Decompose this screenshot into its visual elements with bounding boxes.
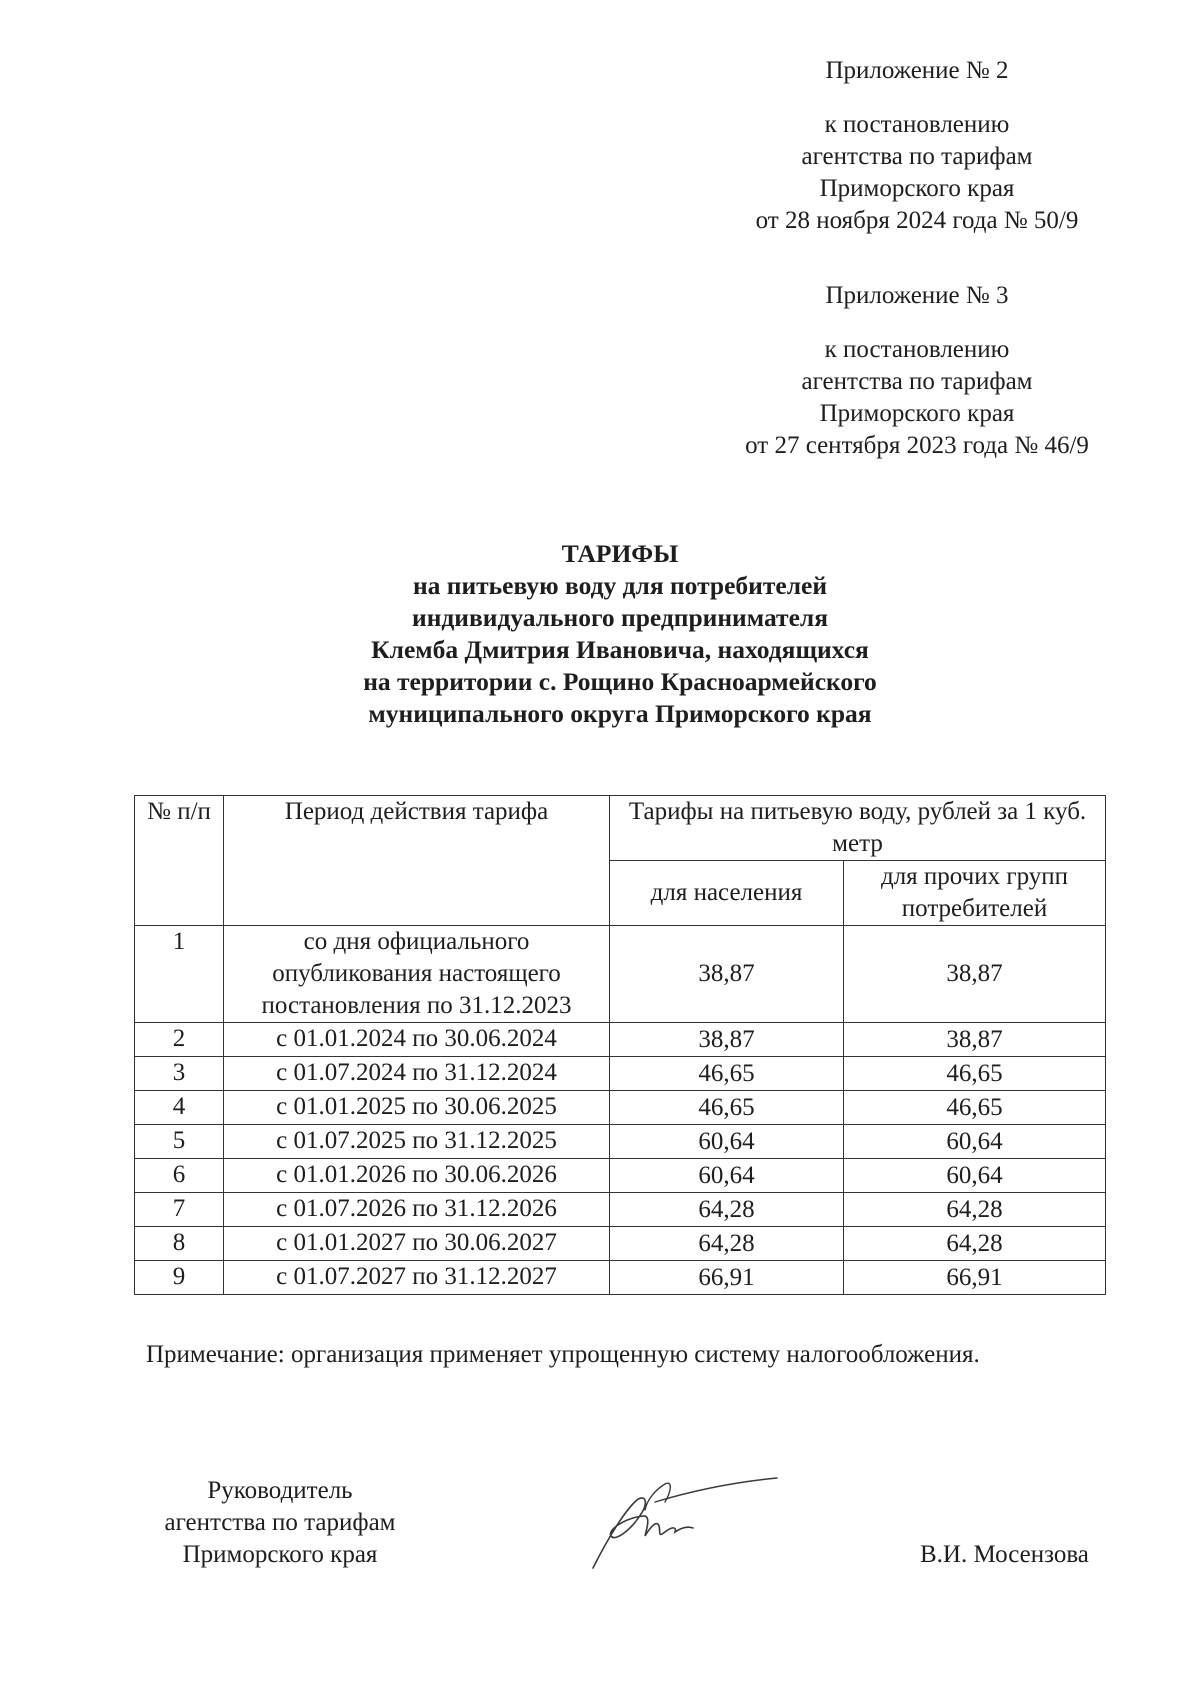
row-num: 4	[135, 1091, 224, 1125]
row-period: с 01.07.2027 по 31.12.2027	[224, 1261, 610, 1295]
row-num: 2	[135, 1023, 224, 1057]
row-num: 3	[135, 1057, 224, 1091]
row-num: 7	[135, 1193, 224, 1227]
row-period: с 01.01.2026 по 30.06.2026	[224, 1159, 610, 1193]
row-population: 66,91	[610, 1261, 844, 1295]
appendix-3-title: Приложение № 3	[825, 282, 1009, 309]
tax-note: Примечание: организация применяет упрощенную систему налогообложения.	[146, 1341, 980, 1368]
table-row	[135, 926, 1106, 1023]
title-line: Клемба Дмитрия Ивановича, находящихся	[371, 635, 869, 664]
row-num: 1	[135, 926, 224, 1023]
signer-name: В.И. Мосензова	[920, 1541, 1089, 1568]
header-tariffs: Тарифы на питьевую воду, рублей за 1 куб. метр	[610, 796, 1106, 861]
signatory-position	[140, 1475, 420, 1571]
appendix-3-line: к постановлению	[824, 336, 1010, 363]
row-num: 6	[135, 1159, 224, 1193]
row-population: 38,87	[610, 1023, 844, 1057]
appendix-3-line: агентства по тарифам	[801, 368, 1033, 395]
row-population: 46,65	[610, 1057, 844, 1091]
title-heading: ТАРИФЫ	[561, 539, 679, 568]
row-period: с 01.01.2027 по 30.06.2027	[224, 1227, 610, 1261]
handwritten-signature	[585, 1470, 785, 1580]
header-period: Период действия тарифа	[224, 796, 610, 926]
row-period: с 01.01.2025 по 30.06.2025	[224, 1091, 610, 1125]
row-population: 38,87	[610, 926, 844, 1023]
tariffs-table	[134, 795, 1106, 1295]
appendix-3-line: Приморского края	[819, 400, 1015, 427]
appendix-2-block	[677, 55, 1157, 237]
row-population: 46,65	[610, 1091, 844, 1125]
row-other: 46,65	[844, 1057, 1106, 1091]
table-row	[135, 1125, 1106, 1159]
title-line: муниципального округа Приморского края	[368, 699, 872, 728]
row-period: с 01.07.2024 по 31.12.2024	[224, 1057, 610, 1091]
row-population: 60,64	[610, 1159, 844, 1193]
header-population: для населения	[610, 861, 844, 926]
header-num: № п/п	[135, 796, 224, 926]
table-row	[135, 1227, 1106, 1261]
row-period: со дня официального опубликования настоящего постановления по 31.12.2023	[224, 926, 610, 1023]
row-period: с 01.01.2024 по 30.06.2024	[224, 1023, 610, 1057]
row-population: 64,28	[610, 1193, 844, 1227]
table-row	[135, 1057, 1106, 1091]
header-other: для прочих групп потребителей	[844, 861, 1106, 926]
row-period: с 01.07.2026 по 31.12.2026	[224, 1193, 610, 1227]
appendix-3-block	[677, 280, 1157, 462]
document-title	[220, 538, 1020, 730]
row-num: 8	[135, 1227, 224, 1261]
row-other: 64,28	[844, 1193, 1106, 1227]
row-period: с 01.07.2025 по 31.12.2025	[224, 1125, 610, 1159]
row-population: 60,64	[610, 1125, 844, 1159]
appendix-3-line: от 27 сентября 2023 года № 46/9	[745, 432, 1089, 459]
row-other: 66,91	[844, 1261, 1106, 1295]
appendix-2-title: Приложение № 2	[825, 57, 1009, 84]
position-line: агентства по тарифам	[164, 1509, 396, 1536]
row-other: 46,65	[844, 1091, 1106, 1125]
appendix-2-line: от 28 ноября 2024 года № 50/9	[755, 207, 1079, 234]
position-line: Руководитель	[207, 1477, 353, 1504]
table-row	[135, 1261, 1106, 1295]
table-row	[135, 1091, 1106, 1125]
row-other: 64,28	[844, 1227, 1106, 1261]
row-other: 60,64	[844, 1159, 1106, 1193]
position-line: Приморского края	[182, 1541, 378, 1568]
appendix-2-line: к постановлению	[824, 111, 1010, 138]
appendix-2-line: агентства по тарифам	[801, 143, 1033, 170]
table-row	[135, 1159, 1106, 1193]
title-line: индивидуального предпринимателя	[412, 603, 828, 632]
title-line: на питьевую воду для потребителей	[412, 571, 828, 600]
row-num: 5	[135, 1125, 224, 1159]
table-row	[135, 1023, 1106, 1057]
table-row	[135, 1193, 1106, 1227]
row-other: 60,64	[844, 1125, 1106, 1159]
row-num: 9	[135, 1261, 224, 1295]
appendix-2-line: Приморского края	[819, 175, 1015, 202]
row-population: 64,28	[610, 1227, 844, 1261]
row-other: 38,87	[844, 1023, 1106, 1057]
title-line: на территории с. Рощино Красноармейского	[363, 667, 877, 696]
row-other: 38,87	[844, 926, 1106, 1023]
